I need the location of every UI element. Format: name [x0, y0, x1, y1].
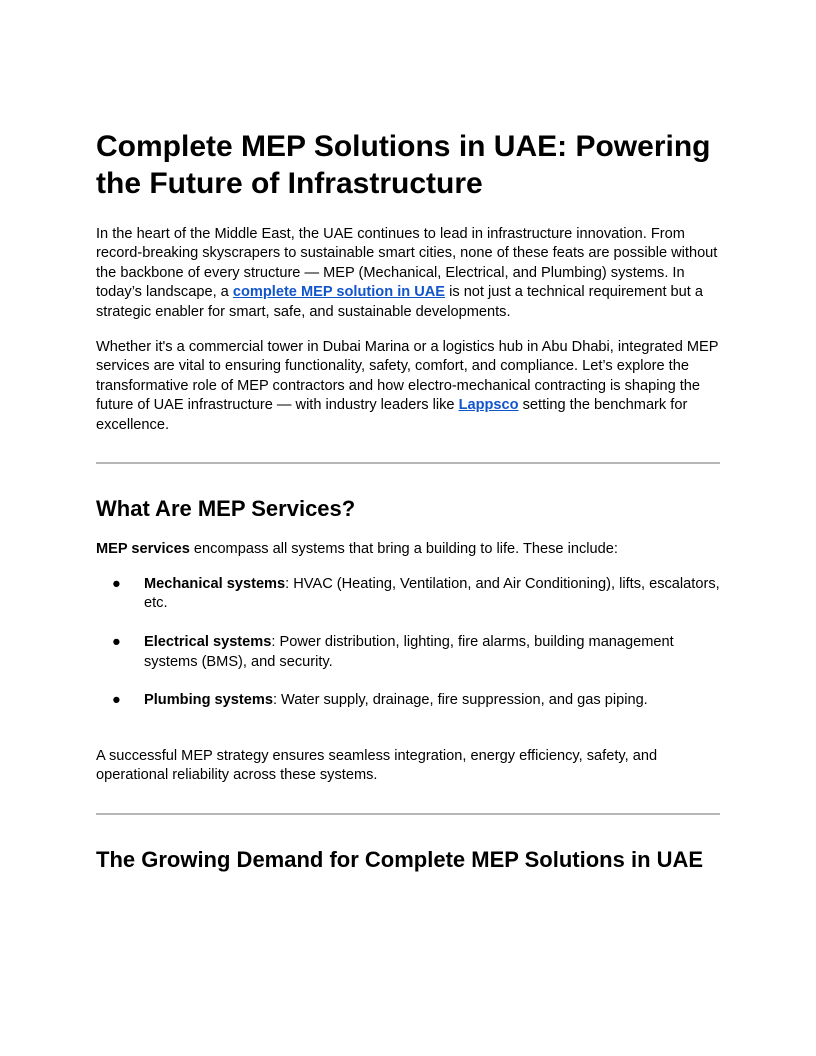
list-item: [96, 691, 720, 710]
mep-systems-list: [96, 575, 720, 730]
horizontal-divider: [96, 462, 720, 464]
section-heading-growing-demand: The Growing Demand for Complete MEP Solutions in UAE: [96, 847, 704, 872]
list-item: [96, 633, 720, 672]
list-item: [96, 575, 720, 614]
list-item-desc: : Water supply, drainage, fire suppression, and gas piping.: [272, 692, 648, 709]
section-heading-what-are-mep: What Are MEP Services?: [96, 496, 356, 521]
list-item-term: Plumbing systems: [144, 692, 273, 709]
mep-strategy-summary: A successful MEP strategy ensures seamless integration, energy efficiency, safety, and operational reliability across these systems.: [96, 748, 658, 784]
intro-p2-text-after: setting the benchmark for excellence.: [96, 397, 688, 433]
intro-p2-text-before: Whether it's a commercial tower in Dubai Marina or a logistics hub in Abu Dhabi, integrated MEP services are vital to ensuring functionality, safety, comfort, and compliance. Let’s explore the transformative role of MEP contractors and how electro-mechanical contracting is shaping the future of UAE infrastructure — with industry leaders like: [96, 339, 719, 414]
mep-services-term: MEP services: [96, 541, 190, 557]
intro-p1-text-before: In the heart of the Middle East, the UAE continues to lead in infrastructure innovation. From record-breaking skyscrapers to sustainable smart cities, none of these feats are possible without the backbone of every structure — MEP (Mechanical, Electrical, and Plumbing) systems. In today’s landscape, a: [96, 226, 718, 301]
mep-services-intro-text: encompass all systems that bring a building to life. These include:: [189, 541, 618, 557]
list-item-term: Electrical systems: [144, 634, 272, 651]
intro-p1-text-after: is not just a technical requirement but a strategic enabler for smart, safe, and sustainable developments.: [96, 284, 704, 320]
mep-services-intro: [96, 540, 720, 559]
list-item-desc: : HVAC (Heating, Ventilation, and Air Conditioning), lifts, escalators, etc.: [144, 576, 720, 612]
bullet-icon: ●: [112, 576, 121, 592]
bullet-icon: ●: [112, 634, 121, 651]
list-item-desc: : Power distribution, lighting, fire alarms, building management systems (BMS), and security.: [144, 634, 674, 670]
horizontal-divider: [96, 813, 720, 815]
bullet-icon: ●: [112, 692, 121, 709]
document-title: Complete MEP Solutions in UAE: Powering the Future of Infrastructure: [96, 130, 711, 200]
list-item-term: Mechanical systems: [144, 576, 286, 592]
lappsco-link[interactable]: Lappsco: [458, 397, 519, 414]
intro-paragraph-1: [96, 225, 720, 322]
intro-paragraph-2: [96, 338, 720, 435]
complete-mep-solution-link[interactable]: complete MEP solution in UAE: [232, 284, 446, 301]
